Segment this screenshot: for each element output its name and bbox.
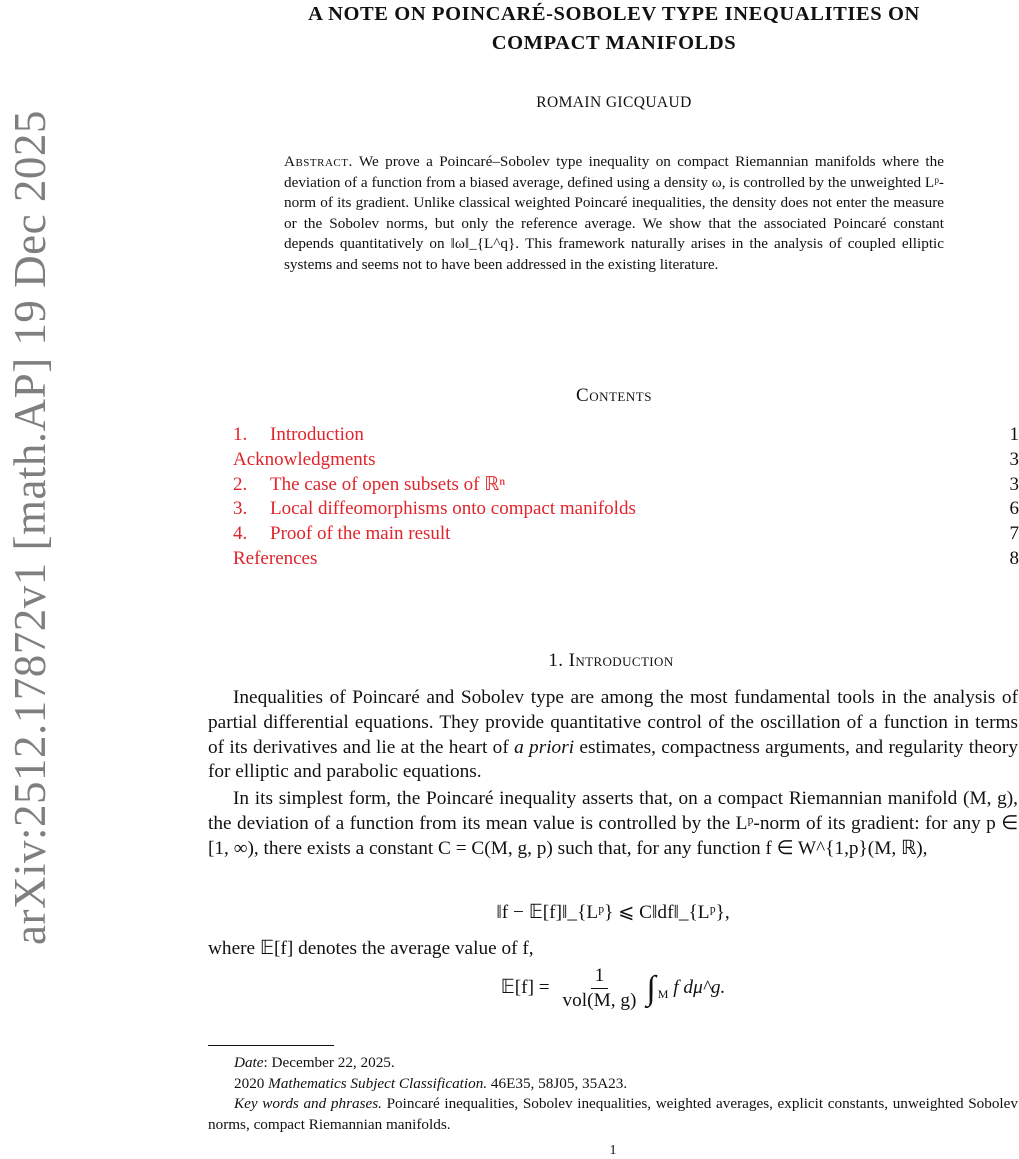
title-line-1: A NOTE ON POINCARÉ-SOBOLEV TYPE INEQUALITIES ON [210, 0, 1018, 29]
toc-page: 3 [1010, 448, 1019, 473]
toc-link[interactable]: 4. Proof of the main result [233, 522, 450, 547]
section-heading [210, 650, 1012, 672]
toc-item-open-subsets[interactable] [233, 473, 1019, 498]
section-number: 1. [548, 650, 563, 671]
table-of-contents [233, 423, 1019, 572]
fraction: $\frac{1}{\text{vol(M, g)}}$ [559, 964, 641, 1013]
toc-page: 3 [1010, 473, 1019, 498]
arxiv-stamp: arXiv:2512.17872v1 [math.AP] 19 Dec 2025 [5, 185, 55, 945]
equation-average: 𝔼[f] = $\frac{1}{\text{vol(M, g)}}$ ∫ $_M$ f dμ^g. [208, 964, 1018, 1013]
paragraph-3: where 𝔼[f] denotes the average value of f, [208, 937, 1018, 962]
toc-link[interactable]: References [233, 547, 317, 572]
toc-page: 7 [1010, 522, 1019, 547]
toc-item-introduction[interactable] [233, 423, 1019, 448]
author: ROMAIN GICQUAUD [210, 94, 1018, 112]
abstract-text: We prove a Poincaré–Sobolev type inequality on compact Riemannian manifolds where the deviation of a function from a biased average, defined using a density ω, is controlled by the unweighted Lᵖ-norm of its gradient. Unlike classical weighted Poincaré inequalities, the density does not enter the measure or the Sobolev norms, but only the reference average. We show that the associated Poincaré constant depends quantitatively on ‖ω‖_{L^q}. This framework naturally arises in the analysis of coupled elliptic systems and seems not to have been addressed in the existing literature. [284, 153, 944, 273]
paragraph-1: Inequalities of Poincaré and Sobolev type are among the most fundamental tools in the analysis of partial differential equations. They provide quantitative control of the oscillation of a function in terms of its derivatives and lie at the heart of a priori estimates, compactness arguments, and regularity theory for elliptic and parabolic equations. [208, 686, 1018, 785]
emphasis: a priori [514, 737, 574, 758]
footnotes [208, 1053, 1018, 1135]
section-title: Introduction [569, 650, 674, 671]
footnote-keywords: Key words and phrases. Poincaré inequalities, Sobolev inequalities, weighted averages, explicit constants, unweighted Sobolev norms, compact Riemannian manifolds. [208, 1094, 1018, 1135]
equation-poincare: ‖f − 𝔼[f]‖_{Lᵖ} ⩽ C‖df‖_{Lᵖ}, [208, 900, 1018, 924]
paper-title [210, 0, 1018, 58]
paragraph-2: In its simplest form, the Poincaré inequality asserts that, on a compact Riemannian manifold (M, g), the deviation of a function from its mean value is controlled by the Lᵖ-norm of its gradient: for any p ∈ [1, ∞), there exists a constant C = C(M, g, p) such that, for any function f ∈ W^{1,p}(M, ℝ), [208, 787, 1018, 861]
toc-item-local-diffeomorphisms[interactable] [233, 497, 1019, 522]
title-line-2: COMPACT MANIFOLDS [210, 29, 1018, 58]
toc-link[interactable]: 3. Local diffeomorphisms onto compact manifolds [233, 497, 636, 522]
contents-title: Contents [210, 385, 1018, 407]
toc-page: 8 [1010, 547, 1019, 572]
footnote-msc: 2020 Mathematics Subject Classification. 46E35, 58J05, 35A23. [208, 1074, 1018, 1095]
page-number: 1 [208, 1143, 1018, 1159]
toc-link[interactable]: 1. Introduction [233, 423, 364, 448]
integral-sign: ∫ [646, 970, 655, 1007]
toc-item-references[interactable] [233, 547, 1019, 572]
toc-item-proof[interactable] [233, 522, 1019, 547]
toc-link[interactable]: 2. The case of open subsets of ℝⁿ [233, 473, 505, 498]
abstract-label: Abstract. [284, 153, 353, 170]
abstract [284, 152, 944, 276]
footnote-rule [208, 1045, 334, 1046]
toc-item-acknowledgments[interactable] [233, 448, 1019, 473]
toc-page: 6 [1010, 497, 1019, 522]
toc-link[interactable]: Acknowledgments [233, 448, 375, 473]
footnote-date: Date: December 22, 2025. [208, 1053, 1018, 1074]
toc-page: 1 [1010, 423, 1019, 448]
